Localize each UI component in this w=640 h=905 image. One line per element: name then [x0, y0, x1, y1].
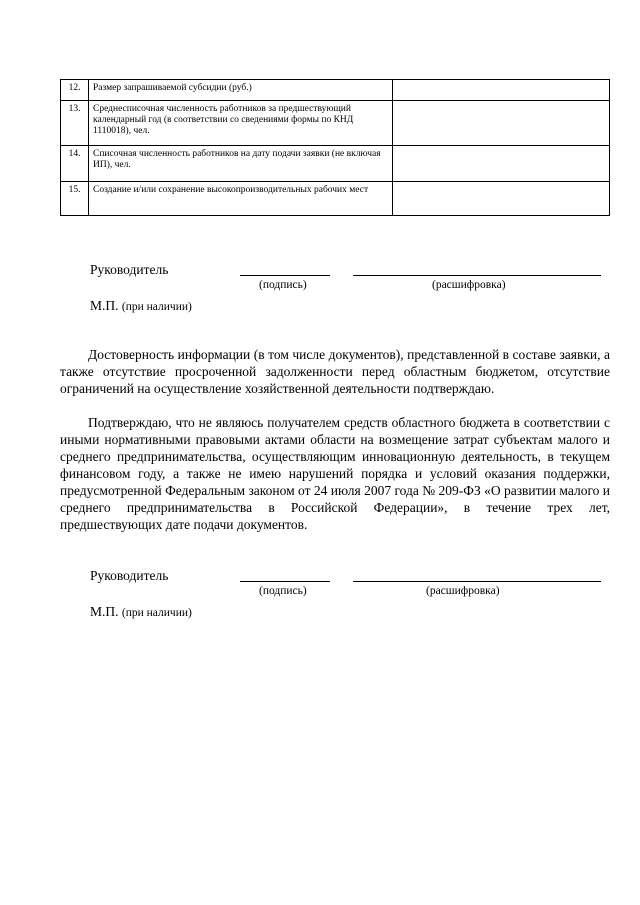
confirmation-paragraph: Достоверность информации (в том числе документов), представленной в составе заявки, а также отсутствие просроченной задолженности перед областным бюджетом, отсутствие ограничений на осуществление хозяйственной деятельности подтверждаю. [60, 347, 610, 396]
decoding-caption: (расшифровка) [432, 279, 506, 291]
signature-block-2 [0, 568, 640, 619]
stamp-place-label: М.П. (при наличии) [90, 298, 192, 313]
signature-block-1 [0, 262, 640, 313]
declaration-paragraph: Подтверждаю, что не являюсь получателем средств областного бюджета в соответствии с иными нормативными правовыми актами области на возмещение затрат субъектам малого и среднего предпринимательства, осуществляющим инновационную деятельность, в текущем финансовом году, а также не имею нарушений порядка и условий оказания поддержки, предусмотренной Федеральным законом от 24 июля 2007 года № 209-ФЗ «О развитии малого и среднего предпринимательства в Российской Федерации», в течение трех лет, предшествующих дате подачи документов. [60, 415, 610, 532]
decoding-caption: (расшифровка) [426, 585, 500, 597]
signature-line[interactable] [240, 581, 330, 582]
row-label: Создание и/или сохранение высокопроизводительных рабочих мест [89, 182, 393, 216]
row-number: 13. [61, 101, 89, 146]
row-value[interactable] [393, 101, 610, 146]
row-number: 15. [61, 182, 89, 216]
row-label: Списочная численность работников на дату подачи заявки (не включая ИП), чел. [89, 146, 393, 182]
stamp-place-label: М.П. (при наличии) [90, 604, 192, 619]
application-table [60, 79, 610, 216]
signer-title: Руководитель [90, 568, 169, 583]
row-number: 14. [61, 146, 89, 182]
signature-caption: (подпись) [259, 585, 307, 597]
signature-line[interactable] [240, 275, 330, 276]
row-number: 12. [61, 80, 89, 101]
name-decoding-line[interactable] [353, 275, 601, 276]
signer-title: Руководитель [90, 262, 169, 277]
row-value[interactable] [393, 80, 610, 101]
table-row [61, 146, 610, 182]
name-decoding-line[interactable] [353, 581, 601, 582]
signature-caption: (подпись) [259, 279, 307, 291]
row-value[interactable] [393, 182, 610, 216]
table-row [61, 182, 610, 216]
row-label: Среднесписочная численность работников за предшествующий календарный год (в соответствии со сведениями формы по КНД 1110018), чел. [89, 101, 393, 146]
table-row [61, 101, 610, 146]
table-row [61, 80, 610, 101]
row-label: Размер запрашиваемой субсидии (руб.) [89, 80, 393, 101]
row-value[interactable] [393, 146, 610, 182]
